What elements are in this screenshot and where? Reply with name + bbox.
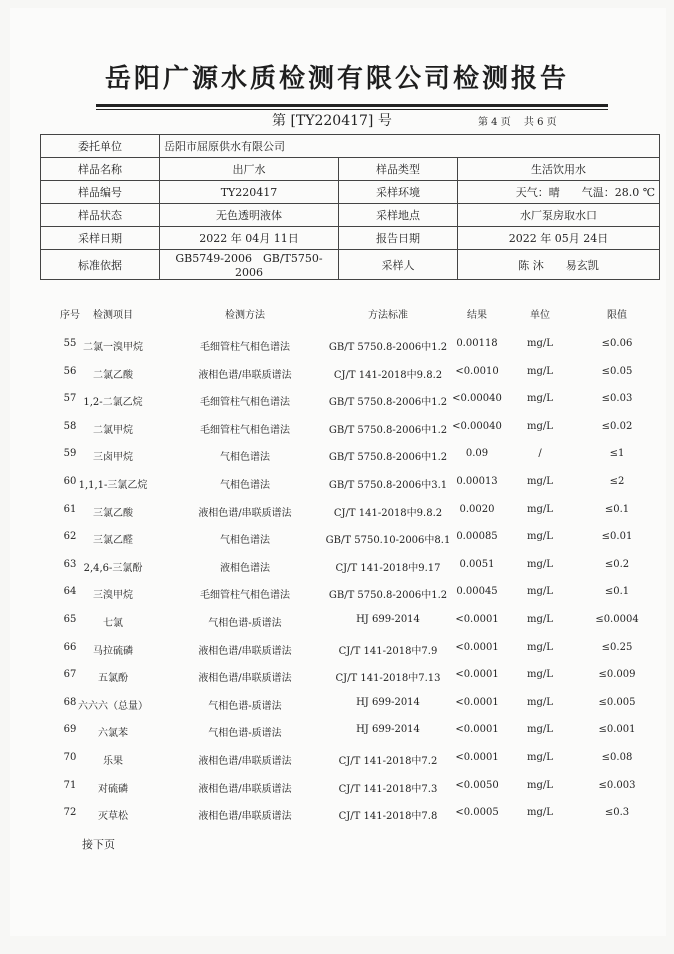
row-unit: mg/L (527, 365, 553, 377)
row-limit: ≤0.3 (604, 807, 630, 819)
env-label: 采样环境 (339, 181, 458, 204)
row-item: 三溴甲烷 (93, 590, 133, 602)
report-title: 岳阳广源水质检测有限公司检测报告 (104, 64, 569, 94)
row-result: 0.00013 (456, 476, 498, 487)
page-number: 第 4 页 (478, 117, 511, 128)
row-result: <0.0001 (455, 752, 499, 763)
row-unit: / (538, 448, 542, 460)
row-item: 三卤甲烷 (93, 452, 133, 464)
sample-info-table (40, 134, 660, 280)
row-no: 70 (63, 752, 77, 763)
row-method: 气相色谱法 (220, 452, 270, 464)
sampler-value: 陈 沐 易玄凯 (458, 250, 660, 280)
row-unit: mg/L (527, 586, 553, 598)
row-limit: ≤0.01 (601, 531, 633, 543)
row-item: 1,1,1-三氯乙烷 (78, 480, 148, 491)
row-unit: mg/L (527, 338, 553, 349)
row-unit: mg/L (527, 614, 553, 625)
row-standard: CJ/T 141-2018中9.17 (335, 562, 441, 574)
row-standard: HJ 699-2014 (356, 696, 420, 708)
row-item: 二氯甲烷 (93, 424, 133, 436)
sampler-label: 采样人 (339, 250, 458, 280)
row-result: <0.0050 (455, 779, 499, 791)
basis-label: 标准依据 (41, 250, 160, 280)
sampling-date-label: 采样日期 (41, 227, 160, 250)
row-unit: mg/L (527, 420, 553, 432)
state-value: 无色透明液体 (160, 204, 339, 227)
sample-name-value: 出厂水 (160, 158, 339, 181)
row-method: 毛细管柱气相色谱法 (200, 590, 290, 602)
row-item: 对硫磷 (98, 783, 128, 795)
row-limit: ≤0.25 (601, 641, 633, 653)
page-total: 共 6 页 (523, 117, 557, 128)
row-limit: ≤0.0004 (595, 614, 639, 625)
row-method: 毛细管柱气相色谱法 (200, 397, 290, 409)
row-item: 二氯一溴甲烷 (83, 342, 143, 353)
row-no: 69 (63, 724, 77, 736)
row-method: 液相色谱/串联质谱法 (198, 369, 292, 381)
row-unit: mg/L (527, 724, 553, 736)
row-method: 液相色谱/串联质谱法 (198, 756, 292, 767)
row-result: 0.00045 (456, 586, 498, 598)
location-value: 水厂泵房取水口 (458, 204, 660, 227)
row-no: 62 (63, 531, 77, 543)
col-item: 检测项目 (93, 310, 133, 321)
row-standard: CJ/T 141-2018中7.3 (338, 783, 438, 795)
row-unit: mg/L (527, 807, 553, 819)
row-standard: HJ 699-2014 (356, 614, 420, 625)
row-item: 2,4,6-三氯酚 (83, 562, 143, 574)
row-standard: GB/T 5750.8-2006中3.1 (328, 480, 448, 491)
env-value: 天气：晴 气温：28.0 ℃ (458, 181, 660, 204)
row-unit: mg/L (527, 558, 553, 570)
title-rule (96, 104, 608, 107)
sampling-date-value: 2022 年 04月 11日 (160, 227, 339, 250)
row-standard: GB/T 5750.8-2006中1.2 (328, 397, 448, 409)
sample-type-value: 生活饮用水 (458, 158, 660, 181)
row-result: <0.0001 (455, 696, 499, 708)
row-method: 液相色谱/串联质谱法 (198, 645, 292, 657)
row-no: 71 (63, 779, 77, 791)
sample-no-value: TY220417 (160, 181, 339, 204)
row-no: 57 (63, 393, 77, 405)
row-item: 马拉硫磷 (93, 645, 133, 657)
row-result: 0.0020 (459, 503, 495, 515)
row-result: 0.0051 (459, 558, 495, 570)
row-method: 毛细管柱气相色谱法 (200, 424, 290, 436)
client-value: 岳阳市屈原供水有限公司 (160, 135, 660, 158)
row-no: 58 (63, 420, 77, 432)
continued-note: 接下页 (82, 838, 115, 851)
row-limit: ≤0.02 (601, 420, 633, 432)
row-standard: CJ/T 141-2018中7.13 (335, 673, 441, 685)
report-number: 第 [TY220417] 号 (272, 113, 392, 129)
row-result: 0.00085 (456, 531, 498, 543)
col-standard: 方法标准 (368, 310, 408, 321)
row-result: 0.00118 (456, 338, 498, 349)
row-standard: GB/T 5750.8-2006中1.2 (328, 424, 448, 436)
row-limit: ≤0.05 (601, 365, 633, 377)
row-item: 六六六（总量） (78, 700, 148, 712)
row-no: 55 (63, 338, 77, 349)
row-limit: ≤0.03 (601, 393, 633, 405)
row-item: 乐果 (103, 756, 123, 767)
row-item: 五氯酚 (98, 673, 128, 685)
row-result: <0.0001 (455, 724, 499, 736)
sample-no-label: 样品编号 (41, 181, 160, 204)
client-label: 委托单位 (41, 135, 160, 158)
col-unit: 单位 (530, 310, 550, 321)
sample-name-label: 样品名称 (41, 158, 160, 181)
row-result: <0.00040 (452, 420, 502, 432)
row-no: 68 (63, 696, 77, 708)
row-unit: mg/L (527, 696, 553, 708)
row-no: 59 (63, 448, 77, 460)
row-no: 63 (63, 558, 77, 570)
row-no: 64 (63, 586, 77, 598)
row-result: 0.09 (465, 448, 489, 460)
row-limit: ≤0.1 (604, 586, 630, 598)
report-date-value: 2022 年 05月 24日 (458, 227, 660, 250)
row-result: <0.0001 (455, 614, 499, 625)
row-method: 气相色谱法 (220, 480, 270, 491)
col-no: 序号 (60, 310, 80, 321)
row-unit: mg/L (527, 476, 553, 487)
row-limit: ≤0.009 (598, 669, 636, 681)
row-item: 灭草松 (98, 811, 128, 823)
row-unit: mg/L (527, 531, 553, 543)
row-standard: CJ/T 141-2018中7.2 (338, 756, 438, 767)
row-unit: mg/L (527, 503, 553, 515)
row-limit: ≤0.1 (604, 503, 630, 515)
row-no: 60 (63, 476, 77, 487)
col-result: 结果 (467, 310, 487, 321)
row-no: 65 (63, 614, 77, 625)
row-standard: GB/T 5750.8-2006中1.2 (328, 590, 448, 602)
row-no: 72 (63, 807, 77, 819)
row-no: 61 (63, 503, 77, 515)
row-limit: ≤0.005 (598, 696, 636, 708)
row-limit: ≤2 (609, 476, 625, 487)
location-label: 采样地点 (339, 204, 458, 227)
row-method: 液相色谱/串联质谱法 (198, 673, 292, 685)
report-date-label: 报告日期 (339, 227, 458, 250)
row-standard: CJ/T 141-2018中7.8 (338, 811, 438, 823)
row-limit: ≤0.06 (601, 338, 633, 349)
row-method: 液相色谱法 (220, 562, 270, 574)
row-item: 三氯乙醛 (93, 535, 133, 547)
row-method: 气相色谱-质谱法 (208, 618, 282, 629)
row-standard: CJ/T 141-2018中9.8.2 (333, 369, 443, 381)
row-item: 七氯 (103, 618, 123, 629)
row-item: 六氯苯 (98, 728, 128, 740)
row-method: 毛细管柱气相色谱法 (200, 342, 290, 353)
row-limit: ≤0.2 (604, 558, 630, 570)
row-item: 1,2-二氯乙烷 (83, 397, 143, 409)
row-method: 气相色谱法 (220, 535, 270, 547)
row-standard: GB/T 5750.10-2006中8.1 (325, 535, 451, 547)
basis-value: GB5749-2006 GB/T5750-2006 (160, 250, 339, 280)
row-result: <0.0001 (455, 669, 499, 681)
row-method: 液相色谱/串联质谱法 (198, 811, 292, 823)
sample-type-label: 样品类型 (339, 158, 458, 181)
row-item: 三氯乙酸 (93, 507, 133, 519)
row-standard: GB/T 5750.8-2006中1.2 (328, 452, 448, 464)
row-standard: HJ 699-2014 (356, 724, 420, 736)
row-result: <0.0010 (455, 365, 499, 377)
row-standard: CJ/T 141-2018中7.9 (338, 645, 438, 657)
row-method: 液相色谱/串联质谱法 (198, 783, 292, 795)
row-result: <0.00040 (452, 393, 502, 405)
row-no: 67 (63, 669, 77, 681)
state-label: 样品状态 (41, 204, 160, 227)
row-result: <0.0001 (455, 641, 499, 653)
row-unit: mg/L (527, 669, 553, 681)
row-result: <0.0005 (455, 807, 499, 819)
row-no: 66 (63, 641, 77, 653)
col-method: 检测方法 (225, 310, 265, 321)
row-item: 二氯乙酸 (93, 369, 133, 381)
row-no: 56 (63, 365, 77, 377)
row-limit: ≤1 (609, 448, 625, 460)
row-method: 气相色谱-质谱法 (208, 700, 282, 712)
row-standard: CJ/T 141-2018中9.8.2 (333, 507, 443, 519)
page-info (478, 113, 567, 128)
row-limit: ≤0.08 (601, 752, 633, 763)
row-method: 液相色谱/串联质谱法 (198, 507, 292, 519)
row-unit: mg/L (527, 752, 553, 763)
row-limit: ≤0.003 (598, 779, 636, 791)
row-unit: mg/L (527, 393, 553, 405)
row-unit: mg/L (527, 779, 553, 791)
row-method: 气相色谱-质谱法 (208, 728, 282, 740)
row-limit: ≤0.001 (598, 724, 636, 736)
row-standard: GB/T 5750.8-2006中1.2 (328, 342, 448, 353)
row-unit: mg/L (527, 641, 553, 653)
col-limit: 限值 (607, 310, 627, 321)
